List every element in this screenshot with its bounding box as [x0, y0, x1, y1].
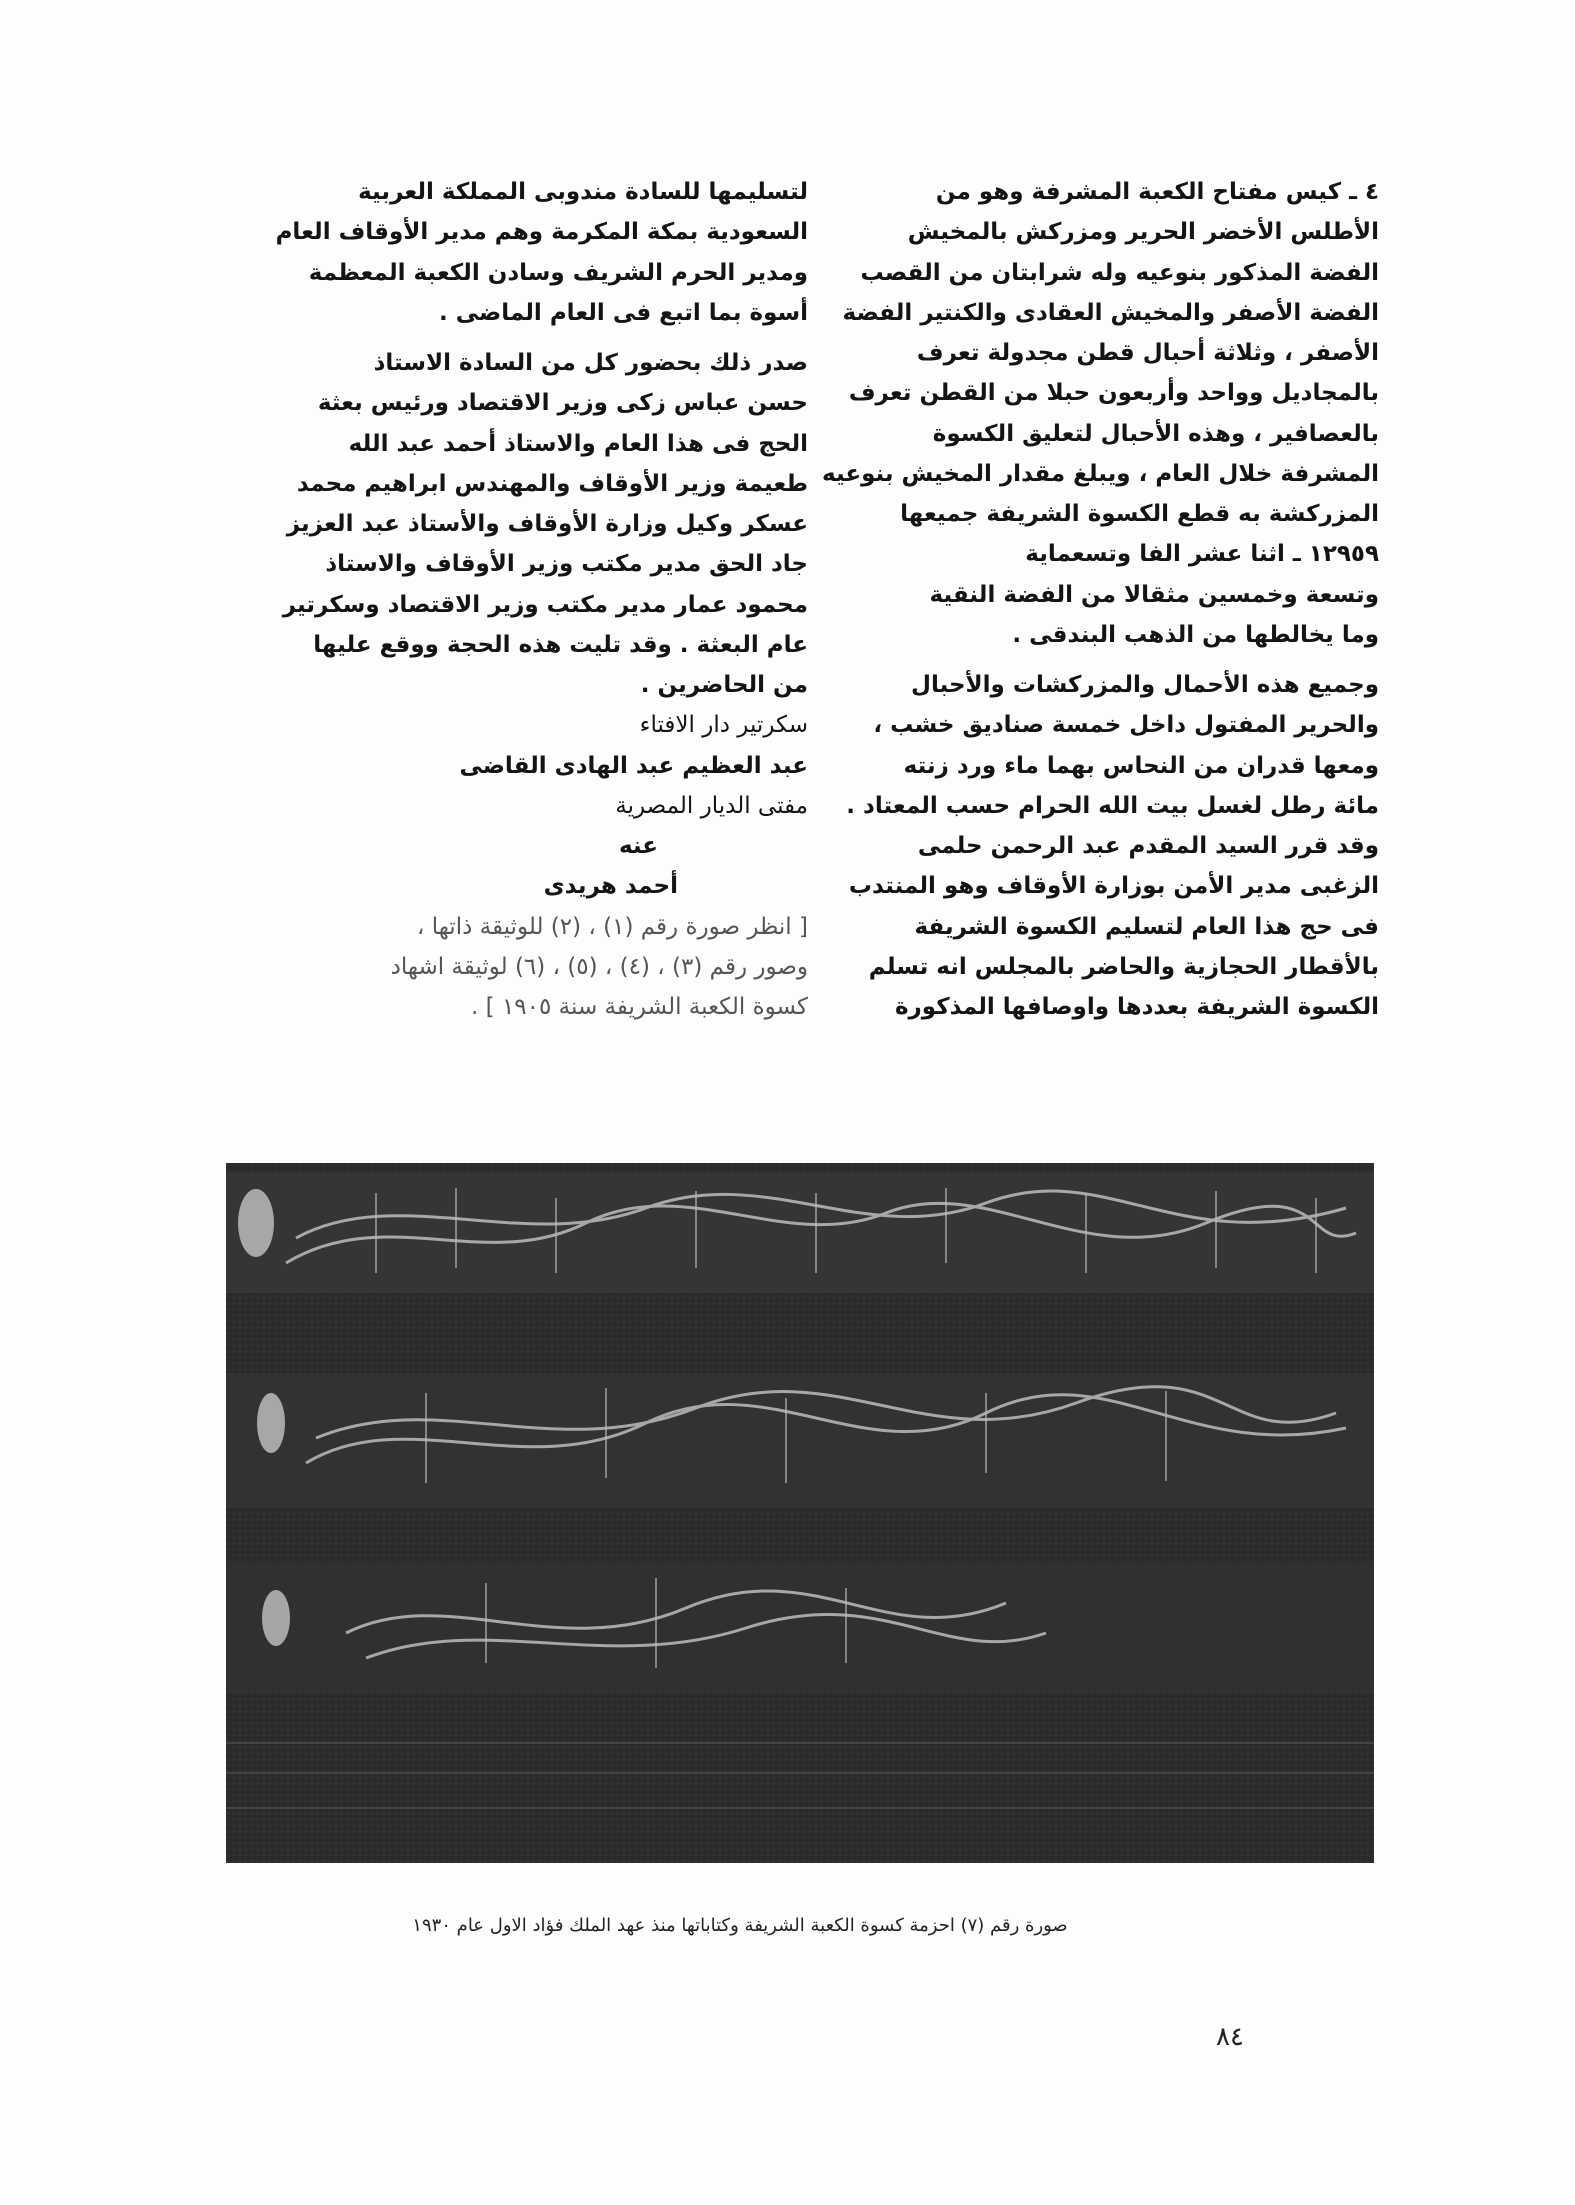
text-line: لتسليمها للسادة مندوبى المملكة العربية [358, 179, 808, 205]
signature-line: أحمد هريدى [543, 873, 678, 900]
signature-line: سكرتير دار الافتاء [639, 712, 808, 739]
reference-note [178, 907, 808, 1028]
text-line: فى حج هذا العام لتسليم الكسوة الشريفة [914, 913, 1379, 940]
left-paragraph-1 [178, 172, 808, 333]
left-column [178, 172, 808, 1027]
text-line: بالمجاديل وواحد وأربعون حبلا من القطن تعرف [848, 380, 1379, 407]
text-line: وجميع هذه الأحمال والمزركشات والأحبال [910, 672, 1379, 698]
text-line: عام البعثة . وقد تليت هذه الحجة ووقع عليها [313, 631, 808, 658]
signature-line: مفتى الديار المصرية [615, 792, 808, 819]
text-line: ١٢٩٥٩ ـ اثنا عشر الفا وتسعماية [1025, 541, 1379, 568]
text-line: الفضة الأصفر والمخيش العقادى والكنتير الفضة [842, 299, 1379, 326]
text-line: الأطلس الأخضر الحرير ومزركش بالمخيش [907, 219, 1379, 246]
text-line: بالأقطار الحجازية والحاضر بالمجلس انه تسلم [868, 953, 1379, 980]
text-line: والحرير المفتول داخل خمسة صناديق خشب ، [873, 712, 1379, 739]
text-line: الزغبى مدير الأمن بوزارة الأوقاف وهو المنتدب [848, 873, 1379, 900]
note-line: وصور رقم (٣) ، (٤) ، (٥) ، (٦) لوثيقة اشهاد [390, 953, 808, 980]
text-line: عسكر وكيل وزارة الأوقاف والأستاذ عبد العزيز [286, 511, 808, 537]
note-line: كسوة الكعبة الشريفة سنة ١٩٠٥ ] . [471, 994, 808, 1020]
text-line: الحج فى هذا العام والاستاذ أحمد عبد الله [348, 430, 808, 457]
kiswa-belt-image [226, 1163, 1374, 1863]
kiswa-belt-photo [226, 1163, 1374, 1863]
right-paragraph-1 [797, 172, 1379, 655]
text-line: مائة رطل لغسل بيت الله الحرام حسب المعتاد . [846, 792, 1379, 819]
text-line: الكسوة الشريفة بعددها واوصافها المذكورة [894, 994, 1379, 1020]
left-paragraph-2 [178, 343, 808, 705]
text-line: الأصفر ، وثلاثة أحبال قطن مجدولة تعرف [916, 340, 1379, 366]
page-number: ٨٤ [1216, 2022, 1244, 2052]
text-line: ومدير الحرم الشريف وسادن الكعبة المعظمة [308, 259, 808, 286]
text-line: وما يخالطها من الذهب البندقى . [1012, 621, 1379, 648]
signature-block [178, 705, 808, 906]
text-line: ٤ ـ كيس مفتاح الكعبة المشرفة وهو من [935, 179, 1379, 205]
text-line: محمود عمار مدير مكتب وزير الاقتصاد وسكرتير [282, 591, 808, 618]
note-line: [ انظر صورة رقم (١) ، (٢) للوثيقة ذاتها ، [416, 913, 808, 940]
signature-line: عنه [618, 833, 658, 859]
text-line: السعودية بمكة المكرمة وهم مدير الأوقاف العام [275, 219, 808, 246]
text-line: ومعها قدران من النحاس بهما ماء ورد زنته [903, 752, 1379, 779]
right-paragraph-2 [797, 665, 1379, 1027]
text-line: من الحاضرين . [640, 672, 808, 698]
figure-caption: صورة رقم (٧) احزمة كسوة الكعبة الشريفة وكتاباتها منذ عهد الملك فؤاد الاول عام ١٩٣٠ [412, 1915, 1068, 1936]
text-line: أسوة بما اتبع فى العام الماضى . [439, 299, 808, 326]
text-line: صدر ذلك بحضور كل من السادة الاستاذ [373, 350, 808, 376]
text-line: حسن عباس زكى وزير الاقتصاد ورئيس بعثة [317, 390, 808, 417]
text-line: الفضة المذكور بنوعيه وله شرابتان من القصب [860, 259, 1379, 286]
signature-line: عبد العظيم عبد الهادى القاضى [459, 752, 808, 779]
text-line: طعيمة وزير الأوقاف والمهندس ابراهيم محمد [296, 470, 808, 497]
text-line: وتسعة وخمسين مثقالا من الفضة النقية [929, 581, 1379, 608]
text-line: جاد الحق مدير مكتب وزير الأوقاف والاستاذ [325, 551, 808, 578]
text-line: بالعصافير ، وهذه الأحبال لتعليق الكسوة [932, 420, 1379, 447]
text-line: المشرفة خلال العام ، ويبلغ مقدار المخيش بنوعيه [822, 460, 1379, 487]
right-column [797, 172, 1379, 1027]
text-line: وقد قرر السيد المقدم عبد الرحمن حلمى [917, 833, 1379, 859]
text-line: المزركشة به قطع الكسوة الشريفة جميعها [900, 501, 1379, 527]
